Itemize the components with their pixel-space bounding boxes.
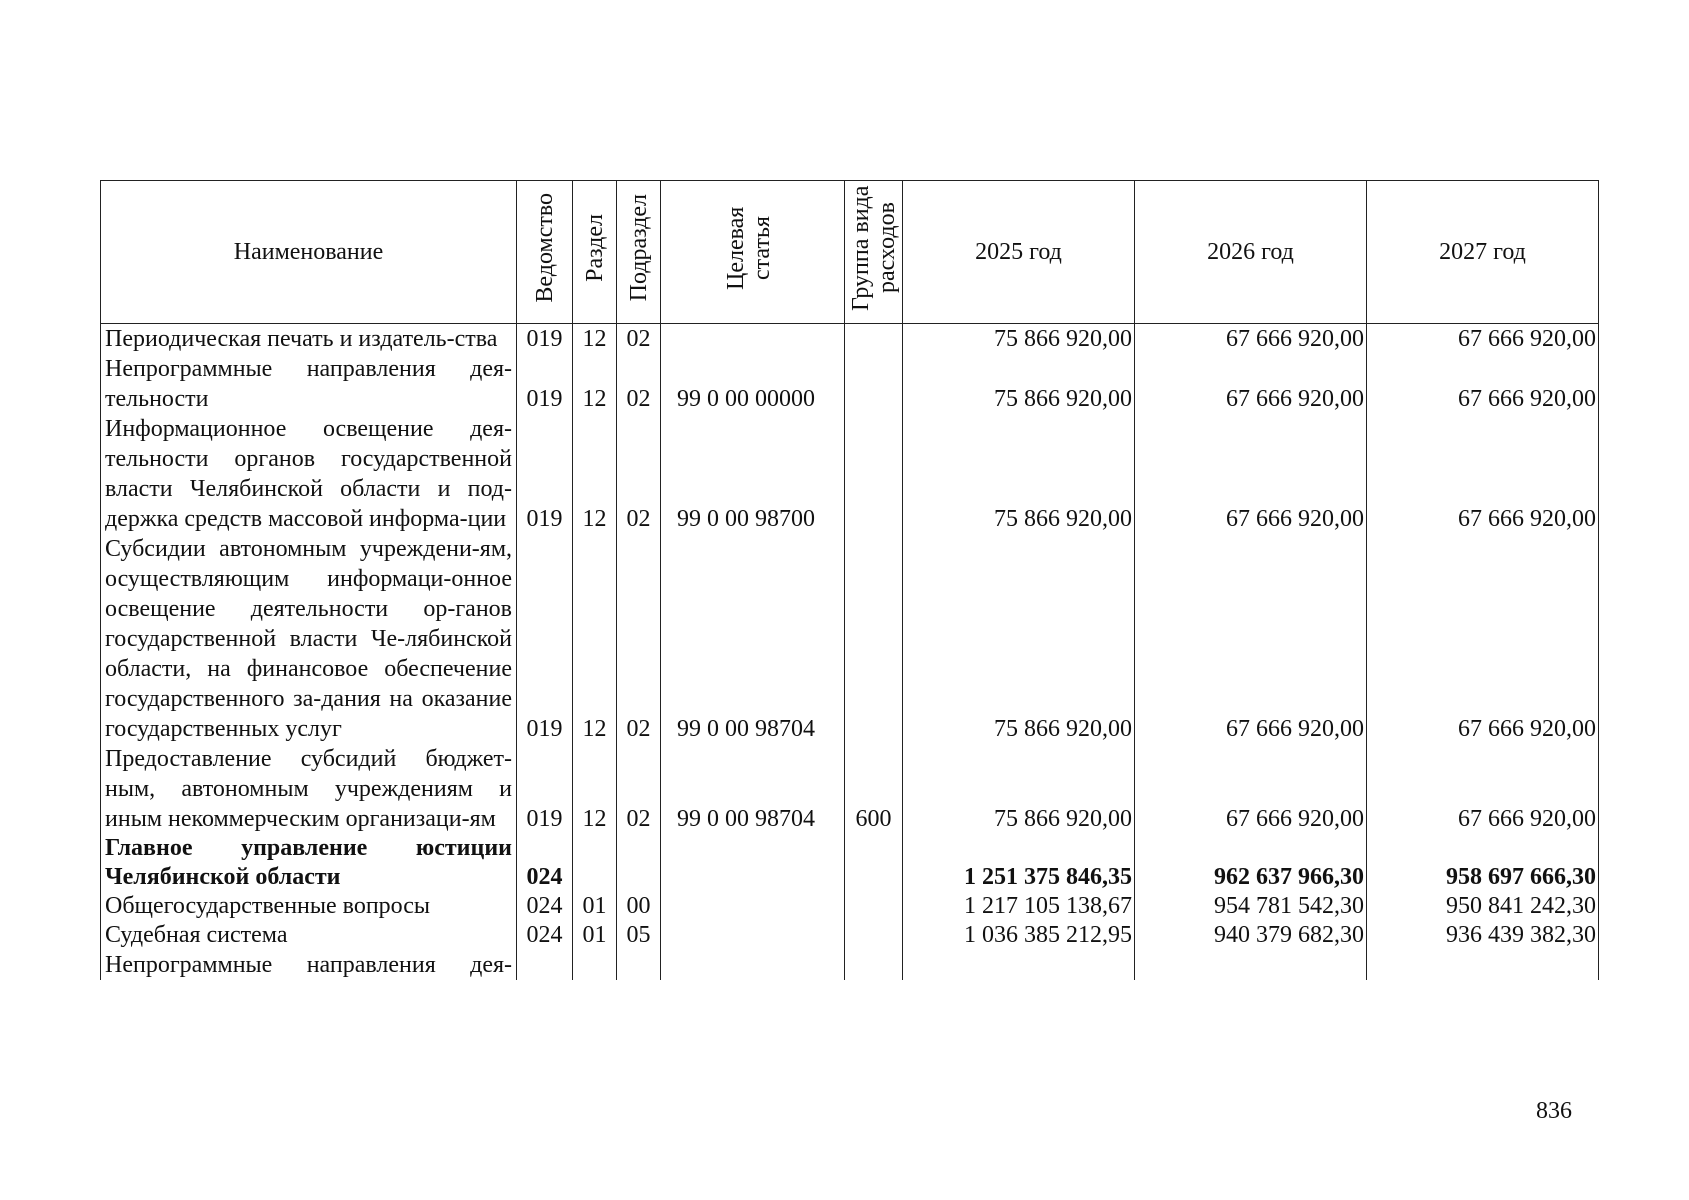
row-2026: 67 666 920,00 — [1135, 744, 1367, 834]
row-target — [661, 324, 845, 355]
header-section: Раздел — [573, 181, 617, 324]
row-section — [573, 834, 617, 892]
row-group: 600 — [845, 744, 903, 834]
row-ministry: 019 — [517, 744, 573, 834]
row-2027: 67 666 920,00 — [1367, 744, 1599, 834]
row-name: Предоставление субсидий бюджет-ным, автономным учреждениям и иным некоммерческим организаци-ям — [101, 744, 517, 834]
row-2026: 67 666 920,00 — [1135, 324, 1367, 355]
row-subsection: 02 — [617, 744, 661, 834]
row-subsection: 05 — [617, 921, 661, 950]
row-section: 01 — [573, 921, 617, 950]
row-section: 12 — [573, 324, 617, 355]
row-name: Главное управление юстиции Челябинской области — [101, 834, 517, 892]
row-2025: 1 217 105 138,67 — [903, 892, 1135, 921]
row-2027: 67 666 920,00 — [1367, 354, 1599, 414]
table-row — [101, 354, 1599, 414]
row-section: 12 — [573, 414, 617, 534]
row-name: Общегосударственные вопросы — [101, 892, 517, 921]
header-row — [101, 181, 1599, 324]
row-target — [661, 950, 845, 980]
row-target: 99 0 00 98704 — [661, 534, 845, 744]
header-year-2025: 2025 год — [903, 181, 1135, 324]
row-ministry: 019 — [517, 414, 573, 534]
row-2027: 67 666 920,00 — [1367, 324, 1599, 355]
table-row — [101, 950, 1599, 980]
header-subsection: Подраздел — [617, 181, 661, 324]
row-group — [845, 834, 903, 892]
row-2025: 1 251 375 846,35 — [903, 834, 1135, 892]
row-target — [661, 921, 845, 950]
header-ministry: Ведомство — [517, 181, 573, 324]
row-ministry — [517, 950, 573, 980]
row-ministry: 024 — [517, 921, 573, 950]
row-section: 12 — [573, 744, 617, 834]
row-2027: 936 439 382,30 — [1367, 921, 1599, 950]
row-subsection — [617, 834, 661, 892]
row-section: 01 — [573, 892, 617, 921]
table-row — [101, 834, 1599, 892]
row-group — [845, 921, 903, 950]
row-name: Судебная система — [101, 921, 517, 950]
budget-table — [100, 180, 1599, 980]
row-2026: 67 666 920,00 — [1135, 534, 1367, 744]
header-name: Наименование — [101, 181, 517, 324]
row-subsection: 02 — [617, 534, 661, 744]
header-target-article: Целевая статья — [661, 181, 845, 324]
row-2027: 950 841 242,30 — [1367, 892, 1599, 921]
row-section: 12 — [573, 534, 617, 744]
row-target: 99 0 00 00000 — [661, 354, 845, 414]
table-row — [101, 534, 1599, 744]
row-subsection: 02 — [617, 324, 661, 355]
row-name: Непрограммные направления дея-тельности — [101, 354, 517, 414]
row-group — [845, 950, 903, 980]
row-group — [845, 534, 903, 744]
row-2025: 75 866 920,00 — [903, 534, 1135, 744]
row-2026: 962 637 966,30 — [1135, 834, 1367, 892]
table-row — [101, 324, 1599, 355]
row-subsection: 02 — [617, 354, 661, 414]
row-group — [845, 324, 903, 355]
row-subsection — [617, 950, 661, 980]
row-subsection: 00 — [617, 892, 661, 921]
row-2025: 75 866 920,00 — [903, 354, 1135, 414]
row-2026: 940 379 682,30 — [1135, 921, 1367, 950]
row-name: Непрограммные направления дея- — [101, 950, 517, 980]
row-name: Информационное освещение дея-тельности органов государственной власти Челябинской области и под-держка средств массовой информа-ции — [101, 414, 517, 534]
row-2025: 75 866 920,00 — [903, 414, 1135, 534]
header-year-2027: 2027 год — [1367, 181, 1599, 324]
row-target: 99 0 00 98700 — [661, 414, 845, 534]
row-ministry: 019 — [517, 324, 573, 355]
row-target — [661, 834, 845, 892]
row-2025 — [903, 950, 1135, 980]
row-section — [573, 950, 617, 980]
row-ministry: 024 — [517, 892, 573, 921]
row-2027: 958 697 666,30 — [1367, 834, 1599, 892]
row-section: 12 — [573, 354, 617, 414]
header-year-2026: 2026 год — [1135, 181, 1367, 324]
row-group — [845, 354, 903, 414]
row-2026 — [1135, 950, 1367, 980]
row-2026: 67 666 920,00 — [1135, 414, 1367, 534]
page-number: 836 — [1536, 1098, 1572, 1124]
row-2025: 75 866 920,00 — [903, 744, 1135, 834]
table-row — [101, 744, 1599, 834]
row-ministry: 019 — [517, 534, 573, 744]
row-group — [845, 892, 903, 921]
row-name: Периодическая печать и издатель-ства — [101, 324, 517, 355]
row-target: 99 0 00 98704 — [661, 744, 845, 834]
header-expense-group: Группа вида расходов — [845, 181, 903, 324]
row-2027: 67 666 920,00 — [1367, 414, 1599, 534]
row-2027: 67 666 920,00 — [1367, 534, 1599, 744]
row-2027 — [1367, 950, 1599, 980]
table-row — [101, 414, 1599, 534]
row-2025: 75 866 920,00 — [903, 324, 1135, 355]
row-target — [661, 892, 845, 921]
row-2025: 1 036 385 212,95 — [903, 921, 1135, 950]
row-2026: 954 781 542,30 — [1135, 892, 1367, 921]
table-row — [101, 892, 1599, 921]
table-row — [101, 921, 1599, 950]
row-2026: 67 666 920,00 — [1135, 354, 1367, 414]
row-name: Субсидии автономным учреждени-ям, осуществляющим информаци-онное освещение деятельности ор-ганов государственной власти Че-лябинской области, на финансовое обеспечение государственного за-дания на оказание государственных услуг — [101, 534, 517, 744]
row-ministry: 024 — [517, 834, 573, 892]
row-group — [845, 414, 903, 534]
row-subsection: 02 — [617, 414, 661, 534]
row-ministry: 019 — [517, 354, 573, 414]
table-body — [101, 324, 1599, 981]
